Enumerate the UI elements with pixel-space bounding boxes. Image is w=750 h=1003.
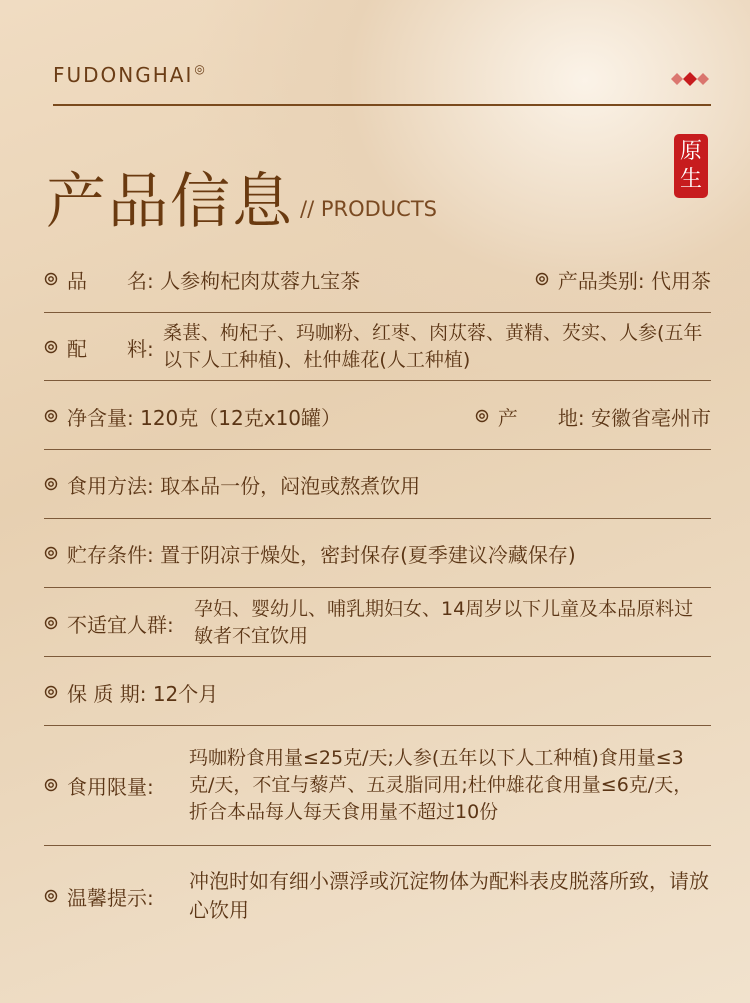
- brand-logo: [53, 63, 207, 87]
- category-field: [535, 265, 711, 294]
- stamp-char: 原: [679, 139, 702, 164]
- target-icon: [475, 409, 489, 423]
- tip-label: 温馨提示:: [67, 885, 154, 910]
- name-value: 人参枸杞肉苁蓉九宝茶: [160, 268, 361, 293]
- diamond-icon: [670, 72, 710, 86]
- info-row-ingredients: [44, 318, 711, 376]
- net-field: [44, 402, 341, 431]
- usage-label: 食用方法:: [67, 473, 154, 498]
- target-icon: [44, 616, 58, 630]
- tip-value: 冲泡时如有细小漂浮或沉淀物体为配料表皮脱落所致，请放心饮用: [189, 869, 709, 922]
- target-icon: [44, 889, 58, 903]
- info-row-shelf: [44, 675, 711, 709]
- ingredients-label: 配 料:: [67, 336, 154, 361]
- target-icon: [44, 546, 58, 560]
- target-icon: [44, 272, 58, 286]
- unsuitable-label: 不适宜人群:: [67, 612, 174, 637]
- limit-value: 玛咖粉食用量≤25克/天;人参(五年以下人工种植)食用量≤3克/天，不宜与藜芦、五灵脂同用;杜仲雄花食用量≤6克/天，折合本品每人每天食用量不超过10份: [189, 746, 693, 823]
- brand-name: FUDONGHAI: [53, 63, 194, 87]
- page-subtitle: // PRODUCTS: [300, 197, 437, 221]
- row-divider: [44, 725, 711, 726]
- ingredients-value: 桑葚、枸杞子、玛咖粉、红枣、肉苁蓉、黄精、芡实、人参(五年以下人工种植)、杜仲雄花(人工种植): [163, 322, 703, 371]
- target-icon: [44, 685, 58, 699]
- target-icon: [44, 409, 58, 423]
- row-divider: [44, 656, 711, 657]
- info-row-net: [44, 399, 711, 433]
- name-field: [44, 265, 360, 294]
- shelf-label: 保 质 期:: [67, 681, 147, 706]
- info-row-storage: [44, 536, 711, 570]
- target-icon: [44, 340, 58, 354]
- header-divider: [53, 104, 711, 106]
- net-label: 净含量:: [67, 405, 134, 430]
- category-label: 产品类别:: [557, 268, 645, 293]
- origin-value: 安徽省亳州市: [591, 405, 711, 430]
- page-title: 产品信息: [46, 167, 294, 237]
- target-icon: [44, 477, 58, 491]
- target-icon: [44, 778, 58, 792]
- unsuitable-value: 孕妇、婴幼儿、哺乳期妇女、14周岁以下儿童及本品原料过敏者不宜饮用: [194, 598, 694, 647]
- usage-value: 取本品一份，闷泡或熬煮饮用: [160, 473, 421, 498]
- origin-label: 产 地:: [497, 405, 585, 430]
- registered-icon: ◎: [194, 62, 207, 76]
- info-row-tip: [44, 866, 711, 926]
- info-row-usage: [44, 467, 711, 501]
- stamp-char: 生: [679, 167, 702, 192]
- row-divider: [44, 380, 711, 381]
- shelf-value: 12个月: [152, 681, 219, 706]
- info-row-unsuitable: [44, 594, 711, 652]
- info-row-limit: [44, 742, 711, 828]
- row-divider: [44, 449, 711, 450]
- row-divider: [44, 312, 711, 313]
- target-icon: [535, 272, 549, 286]
- name-label: 品 名:: [67, 268, 154, 293]
- stamp-badge: [674, 134, 708, 198]
- storage-label: 贮存条件:: [67, 542, 154, 567]
- row-divider: [44, 587, 711, 588]
- storage-value: 置于阴凉于燥处，密封保存(夏季建议冷藏保存): [160, 542, 576, 567]
- row-divider: [44, 845, 711, 846]
- limit-label: 食用限量:: [67, 774, 154, 799]
- info-row-name: [44, 262, 711, 296]
- origin-field: [475, 402, 711, 431]
- net-value: 120克（12克x10罐）: [140, 405, 342, 430]
- row-divider: [44, 518, 711, 519]
- category-value: 代用茶: [651, 268, 711, 293]
